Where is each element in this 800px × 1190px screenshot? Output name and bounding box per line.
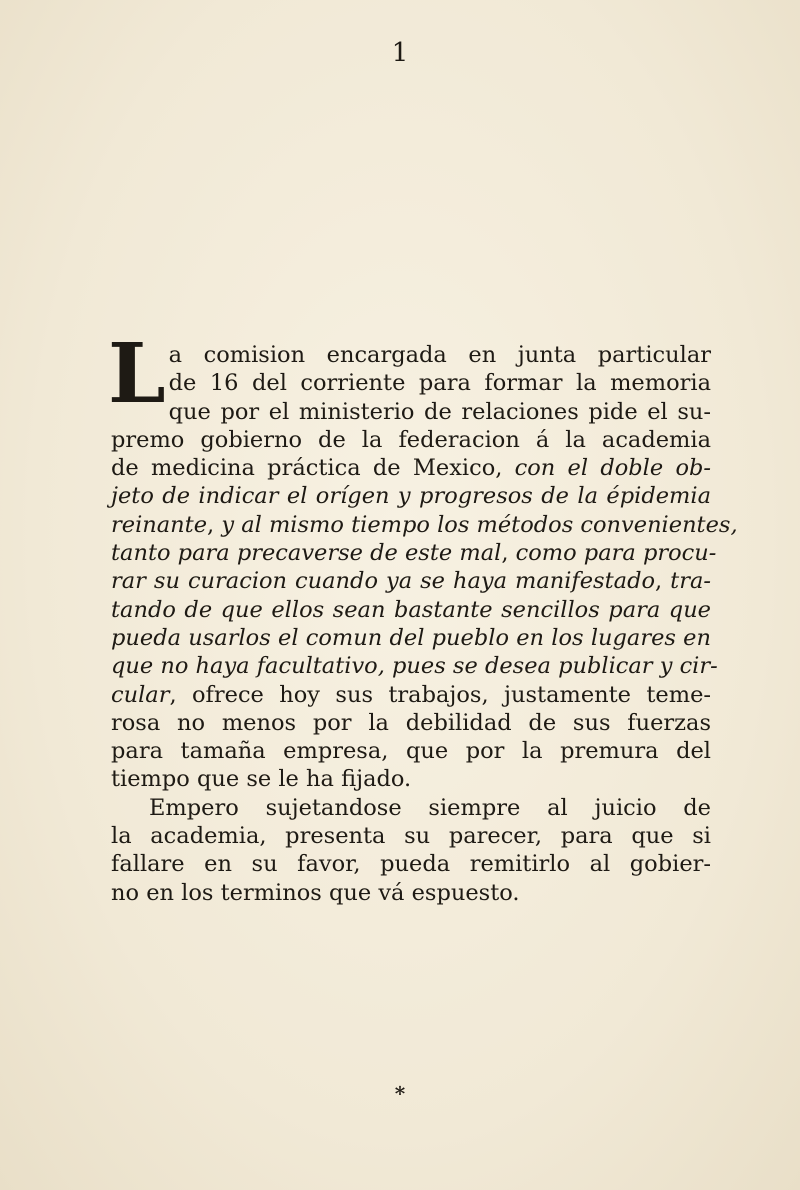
text-line: de 16 del corriente para formar la memoria — [168, 370, 711, 397]
body-text — [108, 326, 738, 907]
text-line: que no haya facultativo, pues se desea publicar y cir- — [111, 653, 718, 680]
text-line: fallare en su favor, pueda remitirlo al gobier- — [111, 851, 711, 878]
text-line: reinante, y al mismo tiempo los métodos convenientes, — [111, 511, 738, 538]
text-line: de medicina práctica de Mexico, con el doble ob- — [111, 455, 711, 482]
text-line: rar su curacion cuando ya se haya manifestado, tra- — [111, 568, 711, 595]
page-number: 1 — [391, 38, 409, 68]
text-line: tando de que ellos sean bastante sencillos para que — [111, 596, 711, 623]
text-line: a comision encargada en junta particular — [168, 342, 711, 368]
text-line: tanto para precaverse de este mal, como para procu- — [111, 540, 717, 567]
text-line: tiempo que se le ha fijado. — [111, 766, 412, 793]
text-line: premo gobierno de la federacion á la academia — [111, 426, 711, 453]
text-line: la academia, presenta su parecer, para que si — [111, 823, 711, 850]
text-line: rosa no menos por la debilidad de sus fuerzas — [111, 709, 711, 736]
text-line: cular, ofrece hoy sus trabajos, justamente teme- — [111, 681, 711, 708]
text-line: para tamaña empresa, que por la premura del — [111, 738, 711, 765]
drop-cap-letter: L — [108, 326, 166, 422]
text-line: pueda usarlos el comun del pueblo en los lugares en — [111, 624, 711, 651]
text-line: que por el ministerio de relaciones pide el su- — [168, 398, 711, 425]
text-line: jeto de indicar el orígen y progresos de la épidemia — [111, 483, 711, 510]
text-line: no en los terminos que vá espuesto. — [111, 879, 520, 906]
text-line: Empero sujetandose siempre al juicio de — [149, 794, 711, 821]
signature-mark: ⁎ — [394, 1076, 406, 1100]
